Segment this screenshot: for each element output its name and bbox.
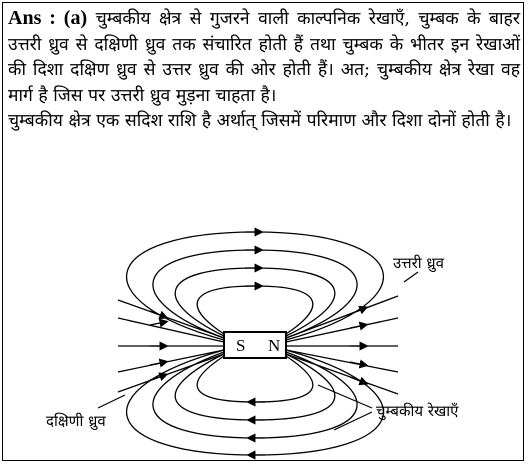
field-line-upper-4 [197,286,313,334]
field-line-lower-4 [197,356,313,402]
north-pole-pointer [404,272,418,282]
field-lines-pointer-1 [318,385,372,408]
arrow-right-1 [350,308,365,314]
field-lines-label: चुम्बकीय रेखाएँ [376,402,459,420]
arrow-right-2 [350,325,365,328]
field-line-lower-2 [153,352,357,438]
field-line-left-5 [118,354,224,392]
south-pole-pointer [98,395,125,408]
arrow-left-1 [150,311,165,317]
arrow-left-4 [150,362,165,365]
north-pole-label: उत्तरी ध्रुव [393,254,444,272]
field-line-upper-3 [175,268,335,336]
answer-prefix: Ans : (a) [8,7,88,29]
field-line-right-5 [286,354,398,394]
field-line-upper-2 [153,250,357,338]
south-pole-label: दक्षिणी ध्रुव [46,412,106,430]
arrow-left-2 [150,322,165,325]
paragraph-1-body: चुम्बकीय क्षेत्र से गुजरने वाली काल्पनिक रेखाएँ, चुम्बक के बाहर उत्तरी ध्रुव से दक्षिणी ध्रुव तक संचारित होती हैं तथा चुम्बक के भीतर इन रेखाओं की दिशा दक्षिण ध्रुव से उत्तर ध्रुव की ओर होती हैं। अत; चुम्बकीय क्षेत्र रेखा वह मार्ग है जिस पर उत्तरी ध्रुव मुड़ना चाहता है। [8,9,520,106]
magnet-north-label: N [268,336,281,355]
field-line-right-1 [286,296,398,338]
arrow-right-5 [350,377,365,383]
paragraph-2: चुम्बकीय क्षेत्र एक सदिश राशि है अर्थात् जिसमें परिमाण और दिशा दोनों होती है। [8,111,512,131]
field-line-left-1 [118,300,224,338]
field-line-lower-3 [175,354,335,420]
magnet-south-label: S [236,336,246,355]
